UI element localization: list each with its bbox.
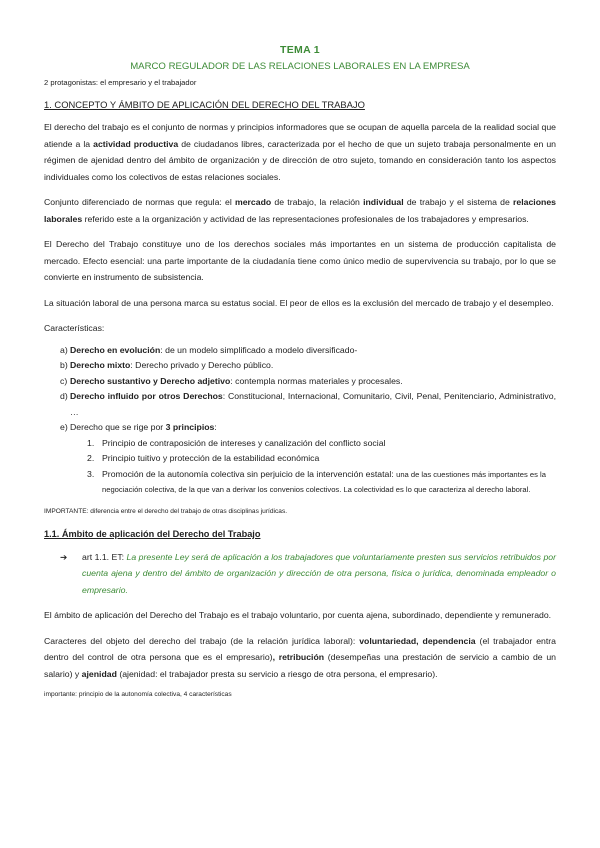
paragraph-regulates: Conjunto diferenciado de normas que regula: el mercado de trabajo, la relación individual de trabajo y el sistema de relaciones laborales referido este a la organización y actividad de las representaciones profesionales de los trabajadores y empresarios. (44, 197, 556, 224)
footnote: importante: principio de la autonomía colectiva, 4 características (44, 691, 232, 698)
document-title: TEMA 1 (280, 44, 320, 56)
paragraph-scope: El ámbito de aplicación del Derecho del Trabajo es el trabajo voluntario, por cuenta ajena, subordinado, dependiente y remunerado. (44, 610, 552, 620)
section-1-1-heading: 1.1. Ámbito de aplicación del Derecho del Trabajo (44, 528, 261, 539)
list-item: c) Derecho sustantivo y Derecho adjetivo: contempla normas materiales y procesales. (60, 375, 403, 386)
paragraph-definition: El derecho del trabajo es el conjunto de normas y principios informadores que se ocupan de aquella parcela de la realidad social que atiende a la actividad productiva de ciudadanos libres, caracterizada por el hecho de que un sujeto trabaja personalmente en un régimen de ajenidad dentro del ámbito de organización y de dirección de otro sujeto, tomando en consideración tanto los aspectos individuales como los colectivos de estas relaciones sociales. (44, 122, 557, 182)
paragraph-characters: Caracteres del objeto del derecho del trabajo (de la relación jurídica laboral): voluntariedad, dependencia (el trabajador entra dentro del control de otra persona que es el empresario), retribución (desempeñas una prestación de servicio a cambio de un salario) y ajenidad (ajenidad: el trabajador presta su servicio a riesgo de otra persona, el empresario). (44, 635, 557, 679)
arrow-right-icon: ➔ (60, 551, 68, 562)
list-item: d) Derecho influido por otros Derechos: Constitucional, Internacional, Comunitario, Civil, Penal, Penitenciario, Administrativo, … (60, 391, 557, 417)
list-item: 2. Principio tuitivo y protección de la estabilidad económica (87, 453, 320, 463)
protagonists-note: 2 protagonistas: el empresario y el trabajador (44, 78, 197, 87)
section-1-heading: 1. CONCEPTO Y ÁMBITO DE APLICACIÓN DEL DERECHO DEL TRABAJO (44, 99, 365, 110)
list-item: b) Derecho mixto: Derecho privado y Derecho público. (60, 360, 274, 370)
list-item: e) Derecho que se rige por 3 principios: (60, 422, 217, 432)
paragraph-status: La situación laboral de una persona marca su estatus social. El peor de ellos es la exclusión del mercado de trabajo y el desempleo. (44, 297, 554, 308)
list-item: 3. Promoción de la autonomía colectiva sin perjuicio de la intervención estatal: una de las cuestiones más importantes es la negociación colectiva, de la que van a derivar los convenios colectivos. La colectividad es lo que caracteriza al derecho laboral. (87, 468, 546, 494)
list-item: 1. Principio de contraposición de intereses y canalización del conflicto social (87, 437, 386, 448)
paragraph-social-rights: El Derecho del Trabajo constituye uno de los derechos sociales más importantes en un sistema de producción capitalista de mercado. Efecto esencial: una parte importante de la ciudadanía tiene como único medio de supervivencia su trabajo, por lo que se convierte en instrumento de subsistencia. (44, 239, 556, 282)
characteristics-list (44, 343, 556, 436)
principles-list (44, 436, 556, 498)
list-item: a) Derecho en evolución: de un modelo simplificado a modelo diversificado- (60, 344, 358, 355)
characteristics-label: Características: (44, 323, 105, 333)
article-quote: ➔ art 1.1. ET: La presente Ley será de aplicación a los trabajadores que voluntariamente presten sus servicios retribuidos por cuenta ajena y dentro del ámbito de organización y dirección de otra persona, física o jurídica, denominada empleador o empresario. (44, 549, 556, 599)
important-note: IMPORTANTE: diferencia entre el derecho del trabajo de otras disciplinas jurídicas. (44, 507, 288, 515)
document-subtitle: MARCO REGULADOR DE LAS RELACIONES LABORALES EN LA EMPRESA (130, 61, 470, 72)
